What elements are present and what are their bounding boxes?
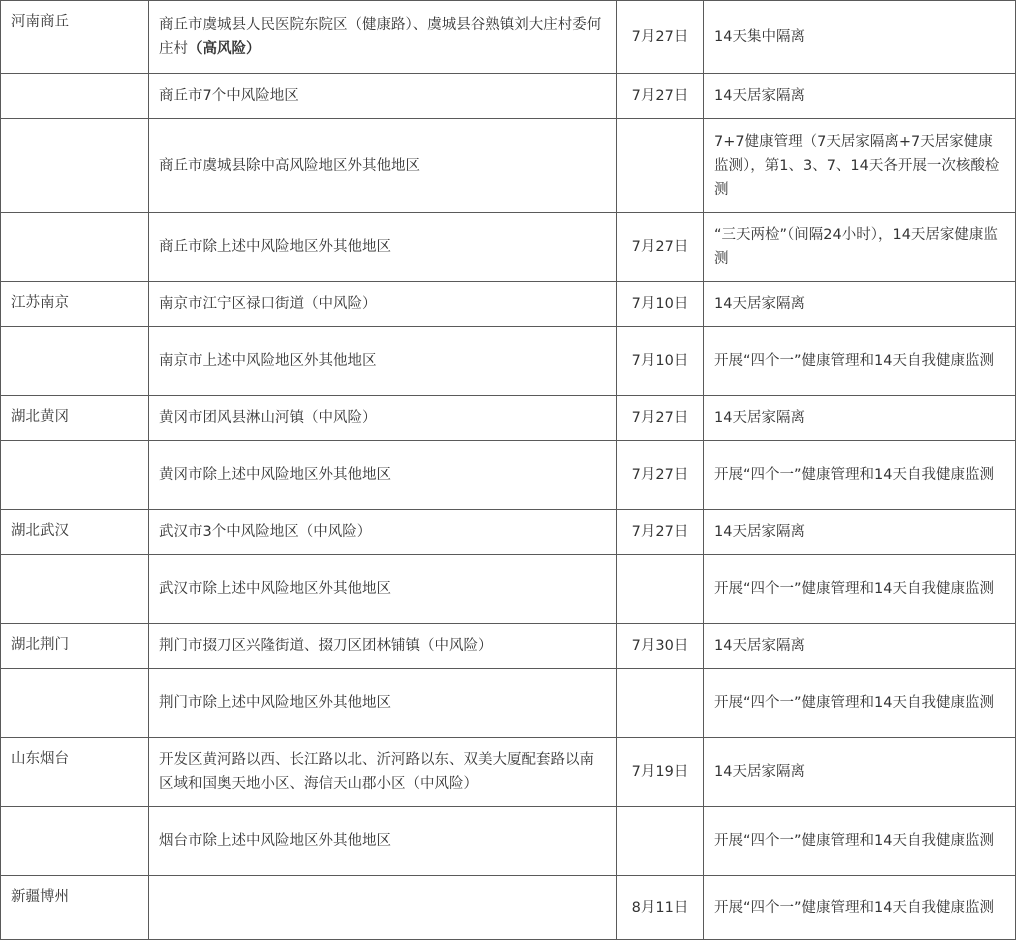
area-cell: 烟台市除上述中风险地区外其他地区 [149, 807, 617, 876]
area-cell: 商丘市7个中风险地区 [149, 74, 617, 119]
area-cell: 南京市上述中风险地区外其他地区 [149, 327, 617, 396]
area-cell: 商丘市虞城县除中高风险地区外其他地区 [149, 119, 617, 213]
risk-level-label: （高风险） [188, 41, 261, 57]
area-cell [149, 1, 617, 74]
table-row [1, 282, 1016, 327]
date-cell: 7月27日 [617, 396, 704, 441]
table-row [1, 213, 1016, 282]
table-row [1, 807, 1016, 876]
table-row [1, 624, 1016, 669]
date-cell [617, 807, 704, 876]
area-text: 商丘市虞城县人民医院东院区（健康路）、虞城县谷熟镇刘大庄村委何庄村 [159, 17, 602, 57]
region-cell: 江苏南京 [1, 282, 149, 327]
area-cell: 武汉市3个中风险地区（中风险） [149, 510, 617, 555]
area-cell: 武汉市除上述中风险地区外其他地区 [149, 555, 617, 624]
date-cell: 8月11日 [617, 876, 704, 940]
table-row [1, 1, 1016, 74]
date-cell: 7月27日 [617, 510, 704, 555]
region-cell [1, 74, 149, 119]
date-cell: 7月19日 [617, 738, 704, 807]
region-cell: 湖北武汉 [1, 510, 149, 555]
table-row [1, 510, 1016, 555]
measure-cell: 开展“四个一”健康管理和14天自我健康监测 [704, 441, 1016, 510]
area-cell: 南京市江宁区禄口街道（中风险） [149, 282, 617, 327]
table-row [1, 876, 1016, 940]
region-cell: 湖北黄冈 [1, 396, 149, 441]
date-cell: 7月10日 [617, 282, 704, 327]
measure-cell: 14天居家隔离 [704, 624, 1016, 669]
region-cell [1, 213, 149, 282]
measure-cell: 14天居家隔离 [704, 396, 1016, 441]
table-row [1, 738, 1016, 807]
area-cell: 荆门市掇刀区兴隆街道、掇刀区团林铺镇（中风险） [149, 624, 617, 669]
region-cell [1, 555, 149, 624]
date-cell [617, 119, 704, 213]
region-cell [1, 807, 149, 876]
table-row [1, 327, 1016, 396]
region-cell [1, 119, 149, 213]
region-cell [1, 669, 149, 738]
table-row [1, 441, 1016, 510]
measure-cell: 开展“四个一”健康管理和14天自我健康监测 [704, 327, 1016, 396]
table-row [1, 396, 1016, 441]
area-cell: 荆门市除上述中风险地区外其他地区 [149, 669, 617, 738]
date-cell [617, 669, 704, 738]
measure-cell: 14天居家隔离 [704, 74, 1016, 119]
measure-cell: 14天居家隔离 [704, 282, 1016, 327]
measure-cell: 开展“四个一”健康管理和14天自我健康监测 [704, 876, 1016, 940]
measure-cell: 14天居家隔离 [704, 738, 1016, 807]
measure-cell: 14天集中隔离 [704, 1, 1016, 74]
date-cell: 7月30日 [617, 624, 704, 669]
table-row [1, 74, 1016, 119]
measure-cell: 7+7健康管理（7天居家隔离+7天居家健康监测），第1、3、7、14天各开展一次核酸检测 [704, 119, 1016, 213]
area-cell: 开发区黄河路以西、长江路以北、沂河路以东、双美大厦配套路以南区域和国奥天地小区、海信天山郡小区（中风险） [149, 738, 617, 807]
region-cell [1, 441, 149, 510]
area-cell: 黄冈市除上述中风险地区外其他地区 [149, 441, 617, 510]
table-row [1, 119, 1016, 213]
area-cell [149, 876, 617, 940]
date-cell: 7月27日 [617, 74, 704, 119]
region-cell: 河南商丘 [1, 1, 149, 74]
date-cell: 7月27日 [617, 441, 704, 510]
region-cell: 新疆博州 [1, 876, 149, 940]
table-row [1, 555, 1016, 624]
table-row [1, 669, 1016, 738]
measure-cell: 开展“四个一”健康管理和14天自我健康监测 [704, 807, 1016, 876]
area-cell: 商丘市除上述中风险地区外其他地区 [149, 213, 617, 282]
region-cell: 湖北荆门 [1, 624, 149, 669]
measure-cell: 开展“四个一”健康管理和14天自我健康监测 [704, 555, 1016, 624]
date-cell: 7月27日 [617, 1, 704, 74]
date-cell: 7月10日 [617, 327, 704, 396]
region-cell: 山东烟台 [1, 738, 149, 807]
date-cell: 7月27日 [617, 213, 704, 282]
region-cell [1, 327, 149, 396]
area-cell: 黄冈市团风县淋山河镇（中风险） [149, 396, 617, 441]
measure-cell: “三天两检”（间隔24小时），14天居家健康监测 [704, 213, 1016, 282]
measure-cell: 14天居家隔离 [704, 510, 1016, 555]
measure-cell: 开展“四个一”健康管理和14天自我健康监测 [704, 669, 1016, 738]
date-cell [617, 555, 704, 624]
